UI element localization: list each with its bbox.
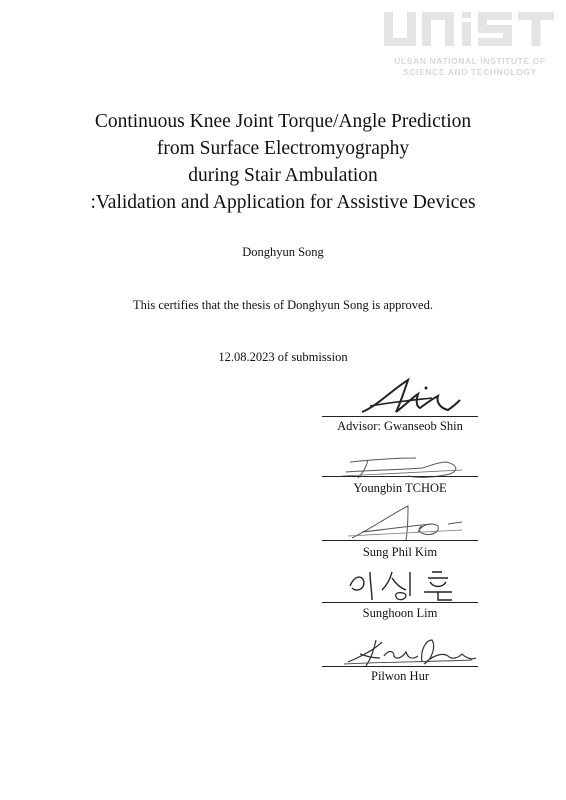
signature-line [322, 540, 478, 541]
thesis-title [0, 108, 566, 216]
handwritten-signature [322, 376, 478, 418]
handwritten-signature [322, 502, 478, 544]
signature-block-3 [322, 566, 478, 626]
handwritten-signature [322, 632, 478, 670]
title-line-2: from Surface Electromyography [156, 138, 410, 159]
signature-line [322, 602, 478, 603]
unist-wordmark [380, 10, 558, 56]
title-line-4: :Validation and Application for Assistive Devices [90, 192, 476, 213]
signatory-name: Sung Phil Kim [362, 545, 438, 559]
certification-statement: This certifies that the thesis of Donghyun Song is approved. [133, 298, 433, 312]
author-name: Donghyun Song [242, 245, 324, 259]
logo-subtitle-line1: ULSAN NATIONAL INSTITUTE OF [394, 56, 546, 66]
signatory-name: Youngbin TCHOE [353, 481, 447, 495]
title-line-1: Continuous Knee Joint Torque/Angle Prediction [94, 111, 472, 132]
handwritten-signature [322, 566, 478, 604]
signature-line [322, 416, 478, 417]
submission-date: 12.08.2023 of submission [218, 350, 348, 364]
signature-block-1 [322, 452, 478, 498]
signature-block-advisor [322, 376, 478, 436]
signature-line [322, 476, 478, 477]
signatory-name: Advisor: Gwanseob Shin [337, 419, 463, 433]
signatory-name: Pilwon Hur [371, 669, 429, 683]
signature-line [322, 666, 478, 667]
logo-subtitle-line2: SCIENCE AND TECHNOLOGY [403, 67, 537, 77]
signature-block-2 [322, 502, 478, 562]
signature-block-4 [322, 632, 478, 692]
handwritten-signature [322, 452, 478, 482]
title-line-3: during Stair Ambulation [188, 165, 378, 186]
signatory-name: Sunghoon Lim [362, 606, 438, 620]
